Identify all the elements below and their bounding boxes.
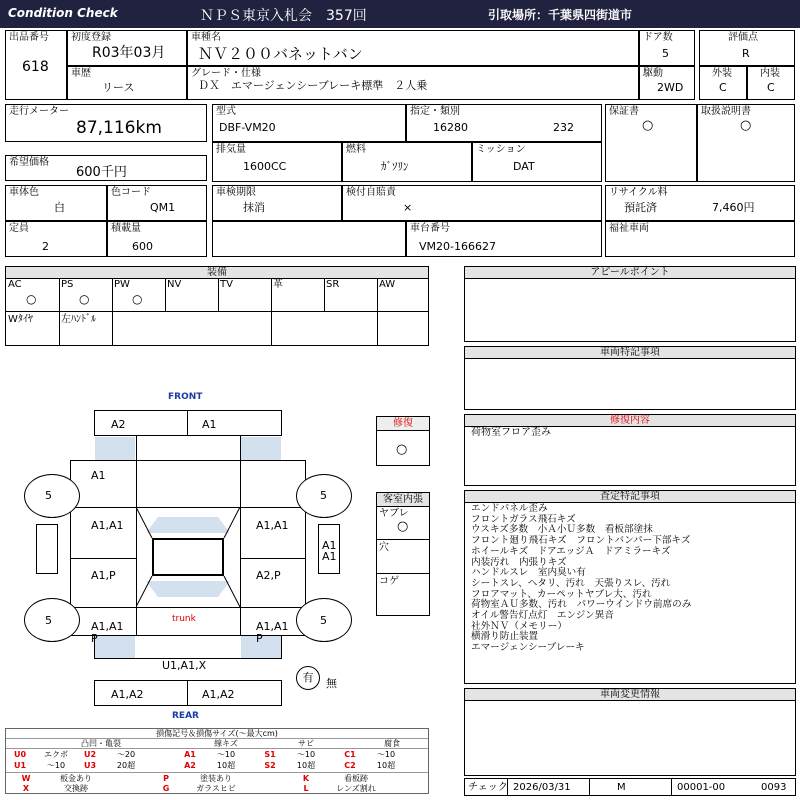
legend-desc: 10超 xyxy=(216,761,236,770)
repair-detail-title: 修復内容 xyxy=(465,415,795,427)
inspect-line: フロントガラス飛石キズ xyxy=(471,513,576,525)
legend-desc: ～20 xyxy=(116,750,136,759)
mark-front-bumper-right: A1 xyxy=(202,418,217,431)
mark-right-front-door: A1,A1 xyxy=(256,519,289,532)
lot-cell: 出品番号 618 xyxy=(5,30,67,100)
tire-front-right: 5 xyxy=(320,489,327,502)
equip-ac: AC xyxy=(8,279,22,290)
mark-left-rear: A1,A1 P xyxy=(91,620,124,645)
capacity: 2 xyxy=(42,240,49,253)
change-info-panel xyxy=(464,688,796,776)
equip-ps-mark: ○ xyxy=(79,292,90,306)
legend-code: A1 xyxy=(184,750,196,759)
spec-cell: 指定・類別 16280 232 xyxy=(406,104,602,142)
legend-group-rust: サビ xyxy=(298,739,314,748)
mark-front-bumper-left: A2 xyxy=(111,418,126,431)
mark-rear-bumper-left: A1,A2 xyxy=(111,688,144,701)
interior-box xyxy=(376,492,430,616)
interior-hole: 穴 xyxy=(379,542,389,553)
legend-code: G xyxy=(162,784,170,793)
class-number: 232 xyxy=(553,121,574,134)
manual-cell: 取扱説明書 ○ xyxy=(697,104,795,182)
recycle-status: 預託済 xyxy=(624,201,657,214)
legend-title: 損傷記号＆損傷サイズ(～最大cm) xyxy=(6,729,428,739)
special-title: 車両特記事項 xyxy=(465,347,795,359)
legend-desc: ～10 xyxy=(296,750,316,759)
transmission: DAT xyxy=(513,160,535,173)
displacement: 1600CC xyxy=(243,160,287,173)
code-1: 00001-00 xyxy=(677,782,726,793)
legend-group-dent: 凸凹・亀裂 xyxy=(81,739,121,748)
color-cell: 車体色 白 xyxy=(5,185,107,221)
legend-desc: 10超 xyxy=(296,761,316,770)
legend-desc: 交換跡 xyxy=(64,784,88,793)
check-date: 2026/03/31 xyxy=(513,782,571,793)
appeal-title: アピールポイント xyxy=(465,267,795,279)
repair-detail-panel xyxy=(464,414,796,486)
header-title: Condition Check xyxy=(8,6,118,20)
legend-code: U0 xyxy=(13,750,27,759)
reg-cell: 初度登録 R03年03月 xyxy=(67,30,187,66)
check-footer xyxy=(464,778,796,796)
inspect-line: 内装汚れ 内張りキズ xyxy=(471,556,567,568)
welfare-cell: 福祉車両 xyxy=(605,221,795,257)
eval-cell: 評価点 R xyxy=(699,30,795,66)
vin: VM20-166627 xyxy=(419,240,496,253)
int-cell: 内装 C xyxy=(747,66,795,100)
fuel-cell: 燃料 ｶﾞｿﾘﾝ xyxy=(342,142,472,182)
legend-code: S1 xyxy=(264,750,276,759)
model-cell: 型式 DBF-VM20 xyxy=(212,104,406,142)
auction-name: ＮＰＳ東京入札会 357回 xyxy=(200,8,367,24)
trunk-label: trunk xyxy=(172,614,196,624)
equip-ac-mark: ○ xyxy=(26,292,37,306)
interior-burn: コゲ xyxy=(379,576,399,587)
liability-insurance: × xyxy=(403,201,413,214)
windshield-shapes xyxy=(136,507,240,607)
doors: 5 xyxy=(662,47,669,60)
legend-group-scratch: 線キズ xyxy=(214,739,238,748)
legend-desc: 塗装あり xyxy=(200,774,232,783)
mark-rear-bumper-right: A1,A2 xyxy=(202,688,235,701)
trans-cell: ミッション DAT xyxy=(472,142,602,182)
tire-front-left: 5 xyxy=(45,489,52,502)
ext-cell: 外装 C xyxy=(699,66,747,100)
inspect-lines xyxy=(471,504,691,654)
history-cell: 車歴 リース xyxy=(67,66,187,100)
inspect-line: シートスレ、ヘタリ、汚れ 天張りスレ、汚れ xyxy=(471,577,671,589)
damage-legend xyxy=(5,728,429,794)
legend-desc: 板金あり xyxy=(60,774,92,783)
warranty-mark: ○ xyxy=(642,118,654,133)
legend-desc: 看板跡 xyxy=(344,774,368,783)
equipment-table xyxy=(5,266,429,346)
appeal-panel xyxy=(464,266,796,342)
model-code: DBF-VM20 xyxy=(219,121,276,134)
doors-cell: ドア数 5 xyxy=(639,30,695,66)
spare-none-label: 無 xyxy=(326,677,337,690)
exterior-grade: C xyxy=(719,81,727,94)
mark-left-rear-door: A1,P xyxy=(91,569,116,582)
mark-left-front: A1 xyxy=(91,469,106,482)
grade-cell: グレード・仕様 ＤＸ エマージェンシーブレーキ標準 ２人乗 xyxy=(187,66,639,100)
code-cell: 色コード QM1 xyxy=(107,185,207,221)
equip-w-tire: Wﾀｲﾔ xyxy=(8,314,33,325)
inspect-line: エマージェンシーブレーキ xyxy=(471,642,585,654)
inspection-expiry: 抹消 xyxy=(243,201,265,214)
recycle-fee: 7,460円 xyxy=(712,201,755,214)
cc-cell: 排気量 1600CC xyxy=(212,142,342,182)
price-cell: 希望価格 600千円 xyxy=(5,155,207,181)
cap-cell: 定員 2 xyxy=(5,221,107,257)
code-2: 0093 xyxy=(761,782,787,793)
equipment-title: 装備 xyxy=(6,267,428,279)
legend-code: P xyxy=(163,774,169,783)
inspect-title: 査定特記事項 xyxy=(465,491,795,503)
legend-desc: 20超 xyxy=(116,761,136,770)
legend-desc: エクボ xyxy=(44,750,68,759)
interior-grade: C xyxy=(767,81,775,94)
desired-price: 600千円 xyxy=(76,165,127,180)
inspect-line: オイル警告灯点灯 エンジン異音 xyxy=(471,610,614,622)
selfins-cell: 検付自賠責 × xyxy=(342,185,602,221)
inspect-cell: 車検期限 抹消 xyxy=(212,185,342,221)
legend-code: U3 xyxy=(83,761,97,770)
equip-leather: 革 xyxy=(273,279,283,290)
mileage-cell: 走行メーター 87,116km xyxy=(5,104,207,142)
color-code: QM1 xyxy=(150,201,176,214)
front-label: FRONT xyxy=(168,392,203,402)
tire-rear-left: 5 xyxy=(45,614,52,627)
interior-title: 客室内張 xyxy=(377,493,429,507)
name-cell: 車種名 ＮＶ２００バネットバン xyxy=(187,30,639,66)
checker: M xyxy=(617,782,626,793)
inspect-line: フロアマット、カーペットヤブレ大、汚れ xyxy=(471,588,652,600)
interior-yabure-mark: ○ xyxy=(397,519,409,534)
special-notes-panel xyxy=(464,346,796,410)
first-registration: R03年03月 xyxy=(92,45,166,61)
grade: ＤＸ エマージェンシーブレーキ標準 ２人乗 xyxy=(198,79,428,92)
car-name: ＮＶ２００バネットバン xyxy=(198,45,363,63)
legend-desc: ガラスヒビ xyxy=(196,784,236,793)
mark-left-front-door: A1,A1 xyxy=(91,519,124,532)
inspect-line: 横滑り防止装置 xyxy=(471,631,539,643)
inspect-line: 荷物室ＡＵ多数、汚れ パワーウインドウ前席のみ xyxy=(471,599,692,611)
repair-title: 修復 xyxy=(377,417,429,431)
equip-left-handle: 左ﾊﾝﾄﾞﾙ xyxy=(61,314,96,325)
spare-tire-mark: 有 xyxy=(296,666,320,690)
mark-right-rear-door: A2,P xyxy=(256,569,281,582)
fuel: ｶﾞｿﾘﾝ xyxy=(381,160,409,173)
drive-cell: 駆動 2WD xyxy=(639,66,695,100)
legend-code: U1 xyxy=(13,761,27,770)
inspect-line: ホイールキズ ドアエッジＡ ドアミラーキズ xyxy=(471,545,671,557)
legend-desc: ～10 xyxy=(216,750,236,759)
blank-cell xyxy=(212,221,406,257)
lot-number: 618 xyxy=(22,59,49,75)
load-capacity: 600 xyxy=(132,240,153,253)
inspect-line: 社外ＮＶ（メモリー） xyxy=(471,620,567,632)
legend-code: X xyxy=(22,784,30,793)
legend-desc: 10超 xyxy=(376,761,396,770)
mark-right-rear: A1,A1 P xyxy=(256,620,289,645)
vehicle-history: リース xyxy=(102,81,135,94)
repair-mark: ○ xyxy=(396,442,408,457)
warranty-cell: 保証書 ○ xyxy=(605,104,697,182)
vin-cell: 車台番号 VM20-166627 xyxy=(406,221,602,257)
interior-yabure: ヤブレ xyxy=(379,508,409,519)
equip-pw: PW xyxy=(114,279,130,290)
recycle-cell: リサイクル料 預託済 7,460円 xyxy=(605,185,795,221)
repair-box xyxy=(376,416,430,466)
legend-group-corrosion: 腐食 xyxy=(384,739,400,748)
legend-code: L xyxy=(303,784,309,793)
rear-label: REAR xyxy=(172,711,199,721)
inspect-line: ウスキズ多数 小Ａ小Ｕ多数 看板部塗抹 xyxy=(471,524,653,536)
legend-desc: ～10 xyxy=(376,750,396,759)
legend-code: C2 xyxy=(344,761,356,770)
legend-desc: ～10 xyxy=(46,761,66,770)
mark-right-mirror: A1 A1 xyxy=(322,539,337,563)
tire-rear-right: 5 xyxy=(320,614,327,627)
equip-aw: AW xyxy=(379,279,396,290)
inspect-line: ハンドルスレ 室内臭い有 xyxy=(471,567,586,579)
legend-code: W xyxy=(21,774,31,783)
mileage: 87,116km xyxy=(76,118,162,138)
legend-code: U2 xyxy=(83,750,97,759)
evaluation-score: R xyxy=(742,47,750,60)
equip-nv: NV xyxy=(167,279,182,290)
drive: 2WD xyxy=(657,81,684,94)
inspect-line: エンドパネル歪み xyxy=(471,503,548,514)
equip-tv: TV xyxy=(220,279,233,290)
legend-code: A2 xyxy=(184,761,196,770)
legend-desc: レンズ割れ xyxy=(336,784,376,793)
inspection-notes-panel xyxy=(464,490,796,684)
repair-detail-text: 荷物室フロア歪み xyxy=(471,427,551,438)
equip-sr: SR xyxy=(326,279,340,290)
check-label: チェック xyxy=(468,782,508,793)
legend-code: S2 xyxy=(264,761,276,770)
legend-code: K xyxy=(302,774,310,783)
body-color: 白 xyxy=(54,201,65,214)
change-title: 車両変更情報 xyxy=(465,689,795,701)
header-bar xyxy=(0,0,800,28)
spec-number: 16280 xyxy=(433,121,468,134)
manual-mark: ○ xyxy=(740,118,752,133)
inspect-line: フロント廻り飛石キズ フロントバンパー下部キズ xyxy=(471,535,691,547)
mark-rear-panel: U1,A1,X xyxy=(162,659,207,672)
pickup-location: 引取場所：千葉県四街道市 xyxy=(488,8,633,22)
load-cell: 積載量 600 xyxy=(107,221,207,257)
legend-code: C1 xyxy=(344,750,356,759)
equip-pw-mark: ○ xyxy=(132,292,143,306)
equip-ps: PS xyxy=(61,279,74,290)
